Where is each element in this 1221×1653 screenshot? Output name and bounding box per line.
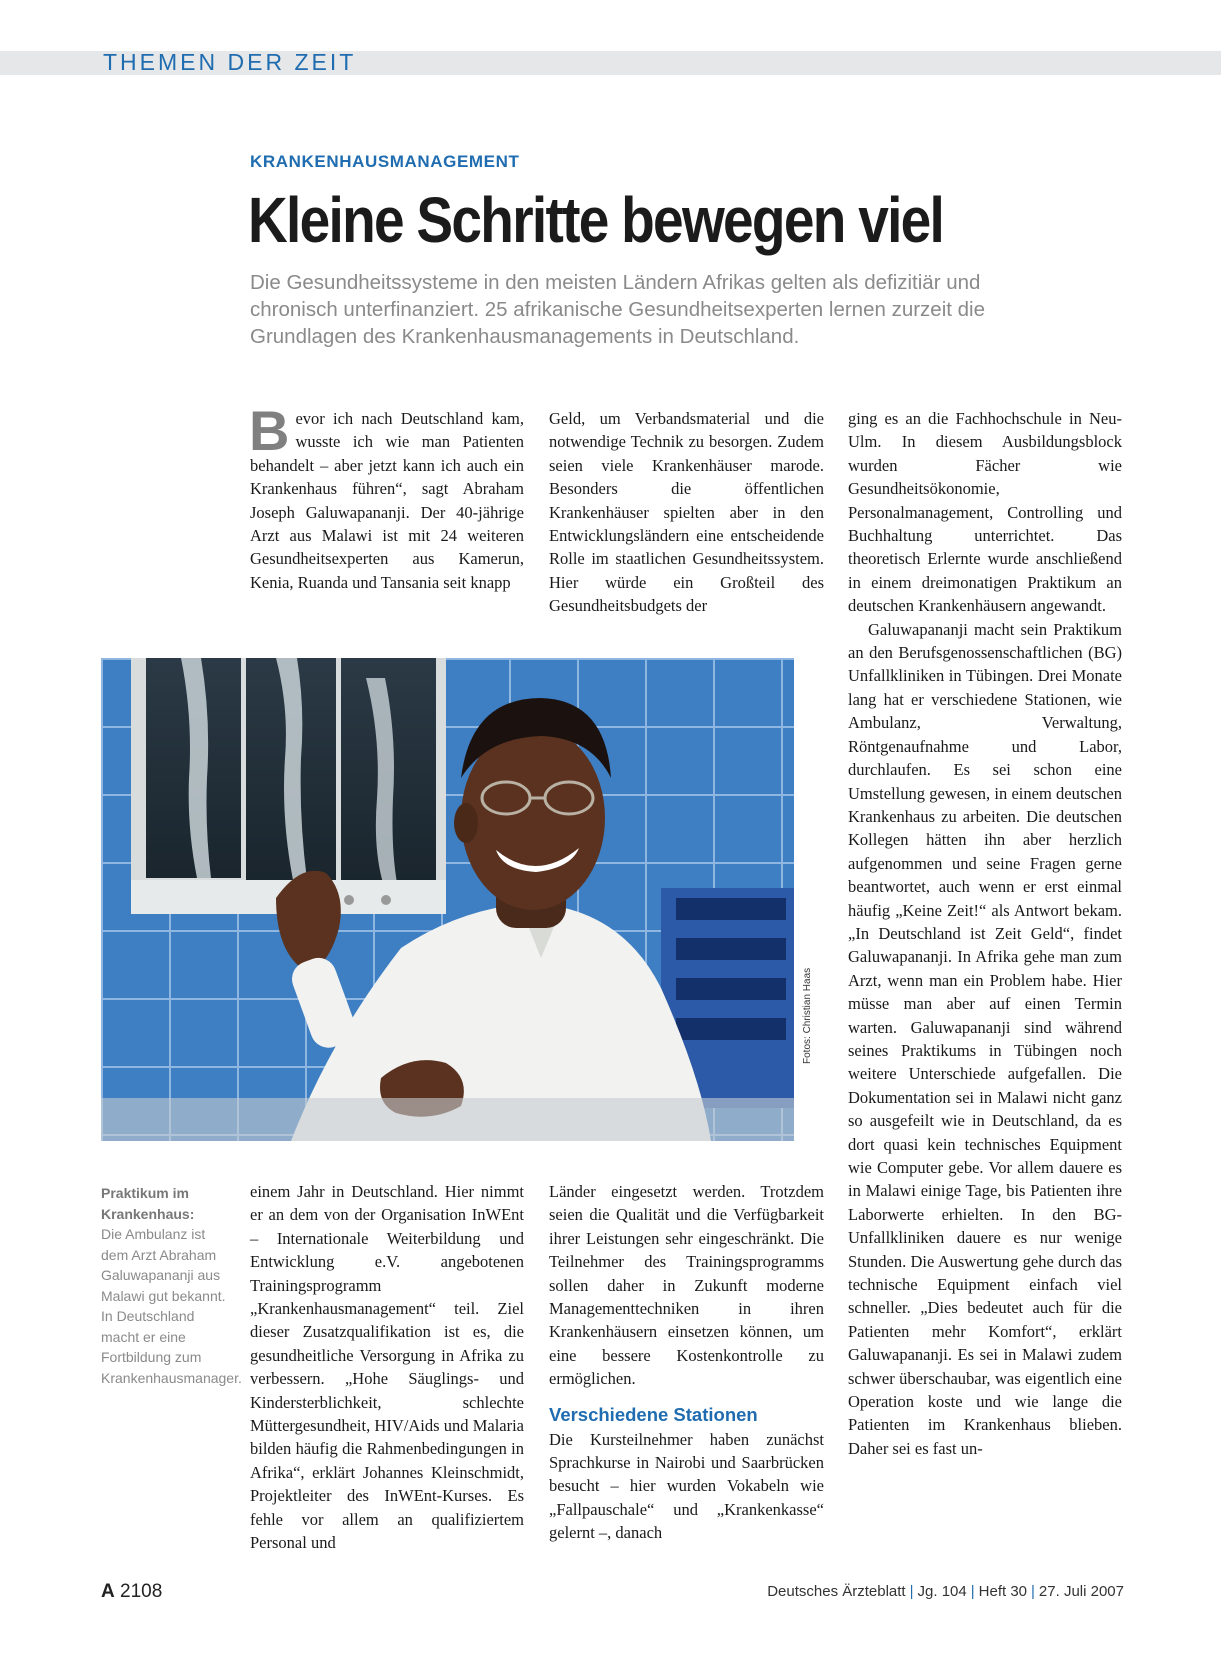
column-3 [848, 407, 1122, 1460]
photo-illustration [101, 658, 794, 1141]
column-1-top-text: evor ich nach Deutschland kam, wusste ich wie man Patienten behandelt – aber jetzt kann ich auch ein Krankenhaus führen“, sagt Abraham Joseph Galuwapananji. Der 40-jährige Arzt aus Malawi ist mit 24 weiteren Gesundheitsexperten aus Kamerun, Kenia, Ruanda und Tansania seit knapp [250, 409, 524, 592]
column-2-bottom [549, 1180, 824, 1545]
footer-separator: | [909, 1583, 914, 1600]
column-2-bottom-paragraph-2: Die Kursteilnehmer haben zunächst Sprachkurse in Nairobi und Saarbrücken besucht – hier wurden Vokabeln wie „Fallpauschale“ und „Krankenkasse“ gelernt –, danach [549, 1429, 824, 1543]
column-1-bottom [250, 1180, 524, 1555]
journal-volume: Jg. 104 [917, 1583, 967, 1600]
photo-credit: Fotos: Christian Haas [802, 967, 813, 1064]
column-3-paragraph-2: Galuwapananji macht sein Praktikum an den Berufsgenossenschaftlichen (BG) Unfallkliniken in Tübingen. Drei Monate lang hat er verschiedene Stationen, wie Ambulanz, Verwaltung, Röntgenaufnahme und Labor, durchlaufen. Es sei schon eine Umstellung gewesen, in einem deutschen Krankenhaus zu arbeiten. Die deutschen Kollegen hätten ihn aber herzlich aufgenommen und seine Fragen gerne beantwortet, auch wenn er erst einmal häufig „Keine Zeit!“ als Antwort bekam. „In Deutschland ist Zeit Geld“, findet Galuwapananji. In Afrika gehe man zum Arzt, wenn man ein Problem habe. Hier müsse man aber auf einen Termin warten. Galuwapananji sind während seines Praktikums in Tübingen noch weitere Unterschiede aufgefallen. Die Dokumentation sei in Malawi nicht ganz so ausgefeilt wie in Deutschland, da es dort quasi kein technisches Equipment wie Computer gebe. Vor allem dauere es in Malawi einige Tage, bis Patienten ihre Laborwerte erhielten. In den BG-Unfallkliniken dauere es nur wenige Stunden. Die Auswertung gehe durch das technische Equipment einfach viel schneller. „Dies bedeutet auch für die Patienten mehr Komfort“, erklärt Galuwapananji. Es sei in Malawi zudem schwer überschaubar, was eigentlich eine Operation koste und wie lange die Patienten im Krankenhaus blieben. Daher sei es fast un- [848, 619, 1122, 1458]
section-label: THEMEN DER ZEIT [103, 49, 357, 75]
article-title: Kleine Schritte bewegen viel [248, 184, 944, 256]
column-2-bottom-paragraph-1: Länder eingesetzt werden. Trotzdem seien die Qualität und die Verfügbarkeit ihrer Leistungen sehr eingeschränkt. Die Teilnehmer des Trainingsprogramms sollen daher in Zukunft moderne Managementtechniken in ihren Krankenhäusern einsetzen können, um eine bessere Kostenkontrolle zu ermöglichen. [549, 1182, 824, 1389]
article-kicker: KRANKENHAUSMANAGEMENT [250, 152, 520, 171]
page-number [101, 1581, 162, 1603]
page-number-value: 2108 [120, 1581, 163, 1602]
column-3-paragraph-1: ging es an die Fachhochschule in Neu-Ulm. In diesem Ausbildungsblock wurden Fächer wie Gesundheitsökonomie, Personalmanagement, Controlling und Buchhaltung unterrichtet. Das theoretisch Erlernte wurde anschließend in einem dreimonatigen Praktikum an deutschen Krankenhäusern angewandt. [848, 409, 1122, 616]
photo-caption [101, 1183, 242, 1388]
column-1-bottom-text: einem Jahr in Deutschland. Hier nimmt er an dem von der Organisation InWEnt – Internationale Weiterbildung und Entwicklung e.V. angebotenen Trainingsprogramm „Krankenhausmanagement“ teil. Ziel dieser Zusatzqualifikation ist es, die gesundheitliche Versorgung in Afrika zu verbessern. „Hohe Säuglings- und Kindersterblichkeit, schlechte Müttergesundheit, HIV/Aids und Malaria bilden häufig die Rahmenbedingungen in Afrika“, erklärt Johannes Kleinschmidt, Projektleiter des InWEnt-Kurses. Es fehle vor allem an qualifiziertem Personal und [250, 1182, 524, 1553]
column-1-top [249, 399, 524, 594]
journal-date: 27. Juli 2007 [1038, 1583, 1124, 1600]
journal-issue: Heft 30 [978, 1583, 1028, 1600]
footer-separator: | [970, 1583, 975, 1600]
section-subhead: Verschiedene Stationen [549, 1403, 758, 1425]
column-2-top [549, 407, 824, 618]
journal-name: Deutsches Ärzteblatt [767, 1583, 906, 1600]
caption-title: Praktikum im Krankenhaus: [101, 1185, 195, 1222]
caption-text: Die Ambulanz ist dem Arzt Abraham Galuwapananji aus Malawi gut bekannt. In Deutschland macht er eine Fortbildung zum Krankenhausmanager. [101, 1226, 242, 1386]
footer-separator: | [1031, 1583, 1035, 1600]
article-lead: Die Gesundheitssysteme in den meisten Ländern Afrikas gelten als defizitiär und chronisch unterfinanziert. 25 afrikanische Gesundheitsexperten lernen zurzeit die Grundlagen des Krankenhausmanagements in Deutschland. [250, 271, 985, 348]
drop-cap: B [249, 399, 290, 462]
journal-footer [767, 1583, 1124, 1600]
column-2-top-text: Geld, um Verbandsmaterial und die notwendige Technik zu besorgen. Zudem seien viele Krankenhäuser marode. Besonders die öffentlichen Krankenhäuser spielten aber in den Entwicklungsländern eine entscheidende Rolle im staatlichen Gesundheitssystem. Hier würde ein Großteil des Gesundheitsbudgets der [549, 409, 824, 616]
page-prefix: A [101, 1581, 115, 1602]
article-photo [101, 658, 794, 1141]
